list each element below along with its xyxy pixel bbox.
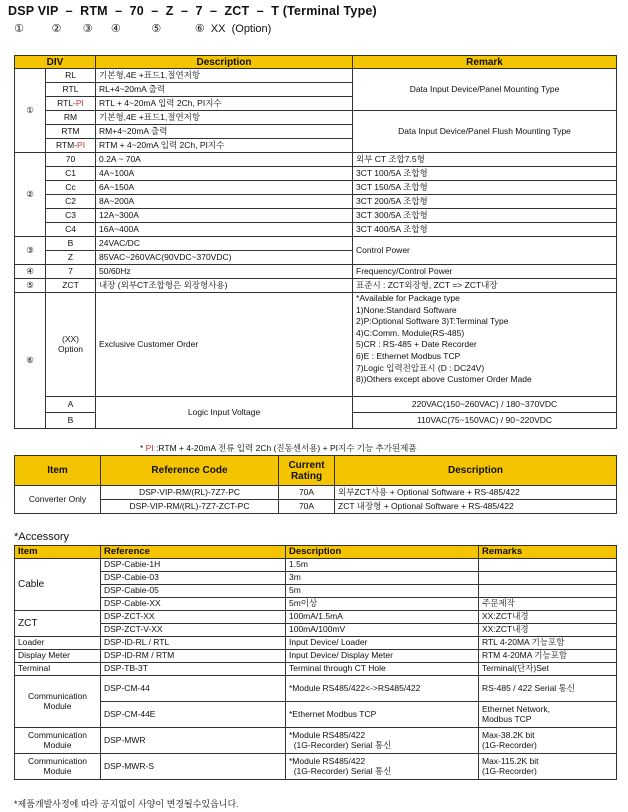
div-description: RL+4~20mA 출력	[96, 83, 353, 97]
div-code: RTL	[46, 83, 96, 97]
remark-line: Modbus TCP	[482, 713, 532, 724]
current-rating: 70A	[279, 500, 335, 514]
div-code: C3	[46, 209, 96, 223]
accessory-item	[15, 754, 101, 780]
accessory-remark: RS-485 / 422 Serial 통신	[479, 676, 617, 702]
div-description: 0.2A ~ 70A	[96, 153, 353, 167]
option-numbering: ① ② ③ ④ ⑤ ⑥ XX (Option)	[8, 23, 272, 35]
div-code	[46, 293, 96, 397]
accessory-reference: DSP-CM-44	[101, 676, 286, 702]
header-description: Description	[96, 56, 353, 69]
remark-line: Max-38.2K bit	[482, 730, 535, 741]
desc-line: (1G-Recorder) Serial 통신	[289, 739, 392, 750]
accessory-reference: DSP-CM-44E	[101, 702, 286, 728]
option-line: *Available for Package type	[356, 293, 460, 303]
option-line: 4)C:Comm. Module(RS-485)	[356, 327, 465, 338]
accessory-description: *Ethernet Modbus TCP	[286, 702, 479, 728]
converter-table	[14, 455, 617, 514]
accessory-reference: DSP-MWR	[101, 728, 286, 754]
item-line: Communication	[27, 756, 88, 767]
option-line: 7)Logic 입력전압표시 (D : DC24V)	[356, 362, 485, 373]
header-reference-code: Reference Code	[101, 456, 279, 486]
div-code: RL	[46, 69, 96, 83]
header-div: DIV	[15, 56, 96, 69]
group-number: ①	[15, 69, 46, 153]
note-star: *	[140, 443, 146, 453]
header-item: Item	[15, 456, 101, 486]
header-reference: Reference	[101, 546, 286, 559]
div-description: 12A~300A	[96, 209, 353, 223]
accessory-remark	[479, 572, 617, 585]
accessory-description: *Module RS485/422<->RS485/422	[286, 676, 479, 702]
div-code: 7	[46, 265, 96, 279]
div-code: Cc	[46, 181, 96, 195]
group-number: ③	[15, 237, 46, 265]
option-line: 5)CR : RS-485 + Date Recorder	[356, 339, 477, 350]
accessory-remark: RTM 4-20MA 기능포함	[479, 650, 617, 663]
div-description: 16A~400A	[96, 223, 353, 237]
reference-code: DSP-VIP-RM/(RL)-7Z7-ZCT-PC	[101, 500, 279, 514]
desc-line: *Module RS485/422	[289, 756, 366, 767]
accessory-description: 1.5m	[286, 559, 479, 572]
item-line: Moduie	[43, 739, 72, 750]
accessory-reference: DSP-ID-RL / RTL	[101, 637, 286, 650]
group-number: ⑥	[15, 293, 46, 429]
accessory-description: 100mA/100mV	[286, 624, 479, 637]
accessory-remark: Terminal(단자)Set	[479, 663, 617, 676]
div-remark: Data Input Device/Panel Flush Mounting Type	[353, 111, 617, 153]
converter-item: Converter Only	[15, 486, 101, 514]
div-code: C4	[46, 223, 96, 237]
accessory-remark: XX:ZCT내경	[479, 611, 617, 624]
option-label: Option	[57, 343, 84, 354]
accessory-description: 5m	[286, 585, 479, 598]
current-rating: 70A	[279, 486, 335, 500]
code-text: RTM-	[55, 139, 78, 150]
div-remark: 220VAC(150~260VAC) / 180~370VDC	[353, 397, 617, 413]
div-description: 내장 (외부CT조합형은 외장형사용)	[96, 279, 353, 293]
item-line: Communication	[27, 691, 88, 702]
accessory-reference: DSP-ZCT-V-XX	[101, 624, 286, 637]
remark-line: (1G-Recorder)	[482, 739, 537, 750]
pi-suffix: PI	[77, 139, 86, 150]
option-line: 2)P:Optional Software 3)T:Terminal Type	[356, 316, 509, 327]
header-description: Description	[335, 456, 617, 486]
header-description: Description	[286, 546, 479, 559]
accessory-reference: DSP-Cabie-03	[101, 572, 286, 585]
pi-note	[140, 442, 417, 454]
div-remark: 3CT 200/5A 조합형	[353, 195, 617, 209]
accessory-remark: 주문제작	[479, 598, 617, 611]
div-remark: Control Power	[353, 237, 617, 265]
div-code: 70	[46, 153, 96, 167]
accessory-item: Display Meter	[15, 650, 101, 663]
remark-line: Max-115.2K bit	[482, 756, 539, 767]
div-code: B	[46, 237, 96, 251]
accessory-reference: DSP-TB-3T	[101, 663, 286, 676]
accessory-item: Cable	[15, 559, 101, 611]
accessory-description: 5m이상	[286, 598, 479, 611]
div-code: Z	[46, 251, 96, 265]
accessory-description: Terminal through CT Hole	[286, 663, 479, 676]
div-description: 8A~200A	[96, 195, 353, 209]
accessory-description: 3m	[286, 572, 479, 585]
item-line: Module	[43, 700, 72, 711]
accessory-item	[15, 728, 101, 754]
accessory-reference: DSP-ID-RM / RTM	[101, 650, 286, 663]
div-code	[46, 139, 96, 153]
div-description: 기본형,4E +표드1,절연저항	[96, 111, 353, 125]
model-code-table	[14, 55, 617, 429]
option-line: 6)E : Ethernet Modbus TCP	[356, 350, 461, 361]
accessory-item	[15, 676, 101, 728]
option-line: 8))Others except above Customer Order Made	[356, 374, 532, 385]
item-line: Communication	[27, 730, 88, 741]
div-remark: 110VAC(75~150VAC) / 90~220VDC	[353, 413, 617, 429]
div-description: 24VAC/DC	[96, 237, 353, 251]
accessory-description: 100mA/1.5mA	[286, 611, 479, 624]
div-description: RM+4~20mA 출력	[96, 125, 353, 139]
group-number: ②	[15, 153, 46, 237]
desc-line: (1G-Recorder) Serial 통신	[289, 765, 392, 776]
reference-code: DSP-VIP-RM/(RL)-7Z7-PC	[101, 486, 279, 500]
div-description: Exclusive Customer Order	[96, 293, 353, 397]
pi-label: PI	[145, 443, 154, 453]
div-description: 85VAC~260VAC(90VDC~370VDC)	[96, 251, 353, 265]
accessory-remark: XX:ZCT내경	[479, 624, 617, 637]
div-remark: 3CT 300/5A 조합형	[353, 209, 617, 223]
div-code: B	[46, 413, 96, 429]
accessory-reference: DSP-MWR-S	[101, 754, 286, 780]
remark-line: Ethernet Network,	[482, 704, 551, 715]
converter-description: ZCT 내장형 + Optional Software + RS-485/422	[335, 500, 617, 514]
div-code: RM	[46, 111, 96, 125]
accessory-description	[286, 754, 479, 780]
logic-input-voltage: Logic Input Voltage	[96, 397, 353, 429]
header-remark: Remark	[353, 56, 617, 69]
div-remark: 3CT 400/5A 조합형	[353, 223, 617, 237]
accessory-table	[14, 545, 617, 780]
div-description: 6A~150A	[96, 181, 353, 195]
div-description: 50/60Hz	[96, 265, 353, 279]
div-remark: 외부 CT 조합7.5형	[353, 153, 617, 167]
remark-line: (1G-Recorder)	[482, 765, 537, 776]
option-code: (XX)	[62, 334, 79, 345]
accessory-reference: DSP-Cabie-1H	[101, 559, 286, 572]
group-number: ⑤	[15, 279, 46, 293]
accessory-remark	[479, 559, 617, 572]
header-current-rating: Current Rating	[279, 456, 335, 486]
desc-line: *Module RS485/422	[289, 730, 366, 741]
div-remark: 3CT 100/5A 조합형	[353, 167, 617, 181]
div-remark: 표준시 : ZCT외장형, ZCT => ZCT내장	[353, 279, 617, 293]
accessory-description	[286, 728, 479, 754]
header-remarks: Remarks	[479, 546, 617, 559]
div-code: C2	[46, 195, 96, 209]
accessory-reference: DSP-Cable-XX	[101, 598, 286, 611]
header-item: Item	[15, 546, 101, 559]
option-remark-list	[353, 293, 617, 397]
div-description: 기본형,4E +표드1,절연저항	[96, 69, 353, 83]
div-code: ZCT	[46, 279, 96, 293]
accessory-remark	[479, 728, 617, 754]
page-title: DSP VIP – RTM – 70 – Z – 7 – ZCT – T (Terminal Type)	[8, 4, 377, 18]
accessory-title: *Accessory	[14, 531, 70, 543]
accessory-item: ZCT	[15, 611, 101, 637]
accessory-reference: DSP-ZCT-XX	[101, 611, 286, 624]
accessory-description: Input Device/ Display Meter	[286, 650, 479, 663]
note-text: :RTM + 4-20mA 전류 입력 2Ch (진동센서용) + PI지수 기능 추가된제품	[153, 443, 417, 453]
accessory-remark	[479, 754, 617, 780]
div-code: RTM	[46, 125, 96, 139]
div-code: C1	[46, 167, 96, 181]
accessory-remark: RTL 4-20MA 기능포함	[479, 637, 617, 650]
accessory-reference: DSP-Cabie-05	[101, 585, 286, 598]
div-remark: Frequency/Control Power	[353, 265, 617, 279]
accessory-description: Input Device/ Loader	[286, 637, 479, 650]
div-code: A	[46, 397, 96, 413]
item-line: Moduie	[43, 765, 72, 776]
div-remark: Data Input Device/Panel Mounting Type	[353, 69, 617, 111]
pi-suffix: PI	[75, 97, 84, 108]
accessory-item: Loader	[15, 637, 101, 650]
div-description: RTM + 4~20mA 입력 2Ch, PI지수	[96, 139, 353, 153]
code-text: RTL-	[57, 97, 76, 108]
accessory-remark	[479, 702, 617, 728]
div-code	[46, 97, 96, 111]
converter-description: 외부ZCT사용 + Optional Software + RS-485/422	[335, 486, 617, 500]
accessory-item: Terminal	[15, 663, 101, 676]
div-description: 4A~100A	[96, 167, 353, 181]
group-number: ④	[15, 265, 46, 279]
option-line: 1)None:Standard Software	[356, 304, 457, 315]
footer-note: *제품개발사정에 따라 공지없이 사양이 변경될수있읍니다.	[14, 799, 239, 809]
accessory-remark	[479, 585, 617, 598]
div-description: RTL + 4~20mA 입력 2Ch, PI지수	[96, 97, 353, 111]
div-remark: 3CT 150/5A 조합형	[353, 181, 617, 195]
